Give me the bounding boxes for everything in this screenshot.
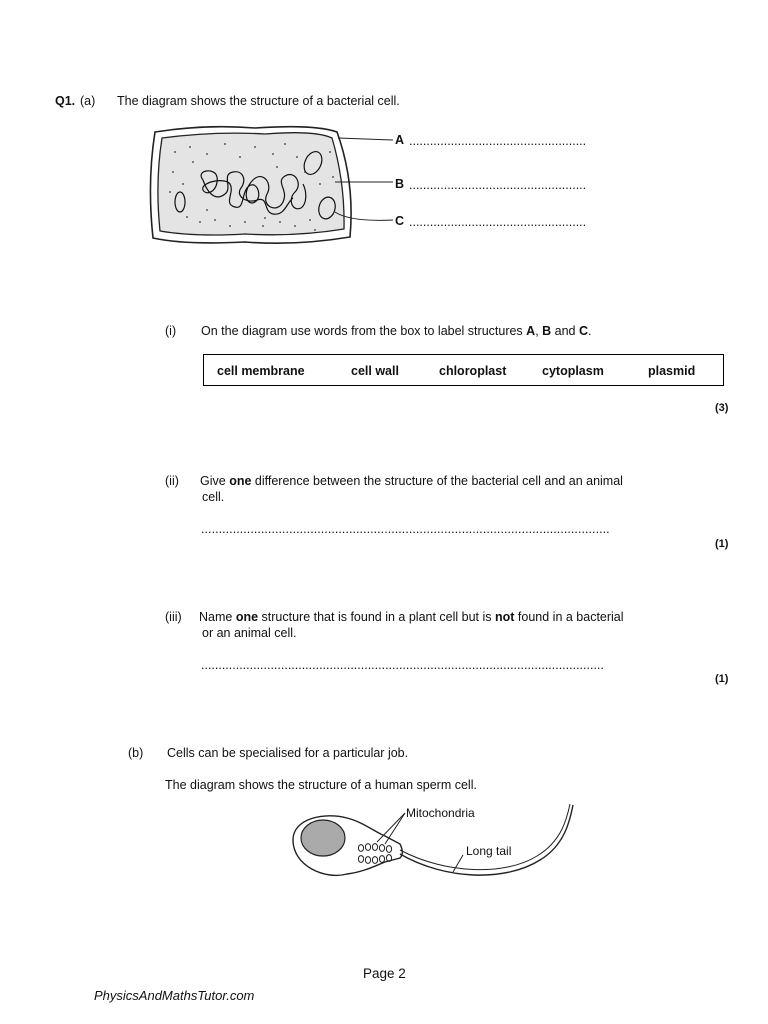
part-iii-bold2: not <box>495 610 515 624</box>
part-ii-pre: Give <box>200 474 230 488</box>
part-a-intro: The diagram shows the structure of a bacterial cell. <box>117 94 400 108</box>
part-ii-post: difference between the structure of the bacterial cell and an animal <box>251 474 623 488</box>
label-mitochondria: Mitochondria <box>406 806 475 820</box>
part-b-text: Cells can be specialised for a particular job. <box>167 746 409 760</box>
part-i-comma: , <box>535 324 543 338</box>
part-iii-mid: structure that is found in a plant cell but is <box>258 610 495 624</box>
label-c-answer-line[interactable]: ................................................... <box>409 215 587 229</box>
label-long-tail: Long tail <box>466 844 512 858</box>
part-i-c: C <box>578 324 589 338</box>
word-plasmid: plasmid <box>648 364 696 378</box>
part-iii-pre: Name <box>199 610 236 624</box>
part-ii-marks: (1) <box>715 538 729 550</box>
word-cytoplasm: cytoplasm <box>542 364 604 378</box>
part-ii-bold: one <box>229 474 252 488</box>
word-cell-wall: cell wall <box>351 364 399 378</box>
part-iii-answer-line[interactable]: .................................................................................................................... <box>201 658 604 672</box>
part-ii-text-line2: cell. <box>202 490 225 504</box>
word-cell-membrane: cell membrane <box>217 364 305 378</box>
part-b-label: (b) <box>128 746 144 760</box>
word-chloroplast: chloroplast <box>439 364 507 378</box>
question-number: Q1. <box>55 94 76 108</box>
part-a-label: (a) <box>80 94 96 108</box>
part-i-end: . <box>588 324 592 338</box>
label-a: A <box>395 133 405 147</box>
part-ii-answer-line[interactable]: .................................................................................................................... <box>201 522 610 536</box>
part-iii-bold1: one <box>235 610 259 624</box>
part-i-text-1: On the diagram use words from the box to label structures <box>201 324 527 338</box>
part-i-a: A <box>526 324 536 338</box>
label-c: C <box>395 214 405 228</box>
part-i-number: (i) <box>165 324 177 338</box>
part-b-intro: The diagram shows the structure of a human sperm cell. <box>165 778 477 792</box>
part-iii-text-line2: or an animal cell. <box>202 626 297 640</box>
part-i-text <box>201 324 592 338</box>
label-b: B <box>395 177 405 191</box>
word-box <box>203 354 724 386</box>
bacterial-cell-diagram <box>145 122 360 247</box>
part-iii-number: (iii) <box>165 610 182 624</box>
part-i-b: B <box>542 324 552 338</box>
part-iii-marks: (1) <box>715 673 729 685</box>
part-iii-post: found in a bacterial <box>514 610 624 624</box>
page-number: Page 2 <box>363 966 406 981</box>
part-i-marks: (3) <box>715 402 729 414</box>
site-footer: PhysicsAndMathsTutor.com <box>94 988 255 1003</box>
label-a-answer-line[interactable]: ................................................... <box>409 134 587 148</box>
part-ii-text <box>200 474 623 488</box>
part-i-and: and <box>551 324 579 338</box>
label-b-answer-line[interactable]: ................................................... <box>409 178 587 192</box>
part-iii-text <box>199 610 624 624</box>
part-ii-number: (ii) <box>165 474 179 488</box>
